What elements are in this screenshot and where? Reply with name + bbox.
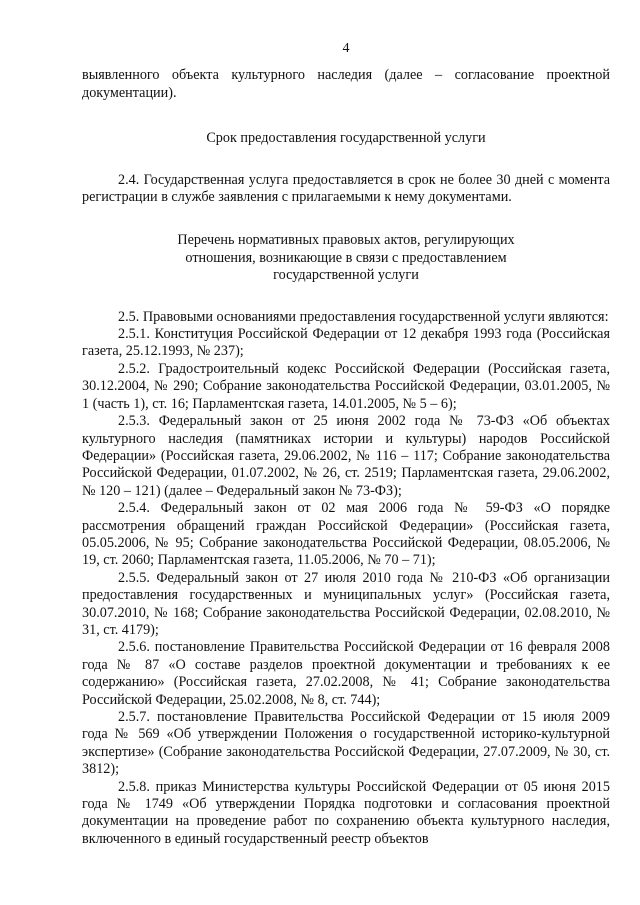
section-heading-laws: [82, 232, 610, 284]
paragraph-2-5-7: 2.5.7. постановление Правительства Российской Федерации от 15 июля 2009 года № 569 «Об утверждении Положения о государственной историко-культурной экспертизе» (Собрание законодательства Российской Федерации, 27.07.2009, № 30, ст. 3812);: [82, 709, 610, 778]
heading-line: отношения, возникающие в связи с предоставлением: [185, 249, 507, 266]
paragraph-2-5-6: 2.5.6. постановление Правительства Российской Федерации от 16 февраля 2008 года № 87 «О составе разделов проектной документации и требованиях к ее содержанию» (Российская газета, 27.02.2008, № 41; Собрание законодательства Российской Федерации, 25.02.2008, № 8, ст. 744);: [82, 639, 610, 708]
paragraph-2-5: 2.5. Правовыми основаниями предоставления государственной услуги являются:: [118, 308, 609, 325]
document-page: [82, 40, 610, 848]
paragraph-2-5-4: 2.5.4. Федеральный закон от 02 мая 2006 года № 59-ФЗ «О порядке рассмотрения обращений граждан Российской Федерации» (Российская газета, 05.05.2006, № 95; Собрание законодательства Российской Федерации, 08.05.2006, № 19, ст. 2060; Парламентская газета, 11.05.2006, № 70 – 71);: [82, 500, 610, 569]
heading-line: Перечень нормативных правовых актов, регулирующих: [177, 232, 515, 249]
section-heading-term: Срок предоставления государственной услуги: [206, 130, 486, 147]
page-number: 4: [342, 41, 350, 56]
intro-paragraph: выявленного объекта культурного наследия (далее – согласование проектной документации).: [82, 67, 610, 101]
paragraph-2-5-5: 2.5.5. Федеральный закон от 27 июля 2010 года № 210-ФЗ «Об организации предоставления государственных и муниципальных услуг» (Российская газета, 30.07.2010, № 168; Собрание законодательства Российской Федерации, 02.08.2010, № 31, ст. 4179);: [82, 569, 610, 638]
paragraph-2-5-8: 2.5.8. приказ Министерства культуры Российской Федерации от 05 июня 2015 года № 1749 «Об утверждении Порядка подготовки и согласования проектной документации на проведение работ по сохранению объекта культурного наследия, включенного в единый государственный реестр объектов: [82, 778, 610, 847]
paragraph-2-5-1: 2.5.1. Конституция Российской Федерации от 12 декабря 1993 года (Российская газета, 25.12.1993, № 237);: [82, 326, 610, 360]
paragraph-2-4: 2.4. Государственная услуга предоставляется в срок не более 30 дней с момента регистрации в службе заявления с прилагаемыми к нему документами.: [82, 171, 610, 206]
paragraph-2-5-2: 2.5.2. Градостроительный кодекс Российской Федерации (Российская газета, 30.12.2004, № 290; Собрание законодательства Российской Федерации, 03.01.2005, № 1 (часть 1), ст. 16; Парламентская газета, 14.01.2005, № 5 – 6);: [82, 360, 610, 412]
heading-line: государственной услуги: [273, 267, 419, 284]
paragraph-2-5-3: 2.5.3. Федеральный закон от 25 июня 2002 года № 73-ФЗ «Об объектах культурного наследия (памятниках истории и культуры) народов Российской Федерации» (Российская газета, 29.06.2002, № 116 – 117; Собрание законодательства Российской Федерации, 01.07.2002, № 26, ст. 2519; Парламентская газета, 29.06.2002, № 120 – 121) (далее – Федеральный закон № 73-ФЗ);: [82, 413, 610, 499]
